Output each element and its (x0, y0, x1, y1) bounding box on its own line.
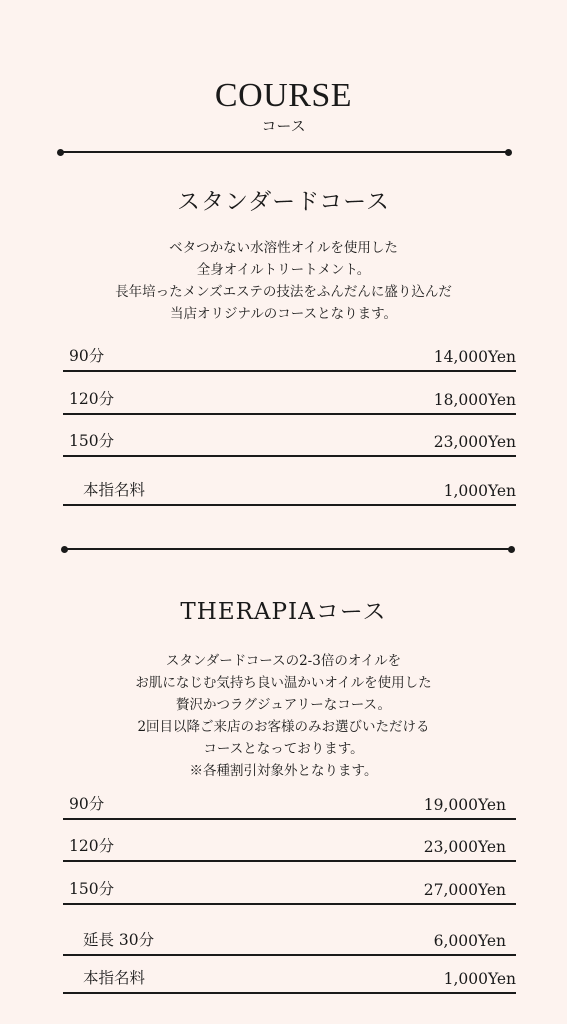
extension-label: 延長 30分 (83, 931, 155, 949)
nomination-price: 1,000Yen (443, 970, 516, 988)
therapia-desc-line: 贅沢かつラグジュアリーなコース。 (176, 697, 391, 713)
therapia-course-description (0, 650, 567, 782)
standard-nomination-row (63, 476, 516, 506)
standard-price-row-150 (63, 427, 516, 457)
price-duration: 150分 (69, 880, 115, 898)
divider-dot-left (57, 149, 64, 156)
header-divider (60, 151, 509, 153)
price-value: 27,000Yen (423, 881, 506, 899)
standard-course-description (0, 237, 567, 325)
page-title: COURSE (214, 77, 353, 114)
therapia-desc-line: スタンダードコースの2-3倍のオイルを (165, 653, 402, 669)
nomination-label: 本指名料 (83, 481, 146, 499)
therapia-price-row-120 (63, 832, 516, 862)
page-subtitle: コース (261, 117, 306, 135)
price-value: 23,000Yen (423, 838, 506, 856)
price-duration: 120分 (69, 837, 115, 855)
therapia-desc-line: ※各種割引対象外となります。 (189, 763, 378, 779)
standard-desc-line: 全身オイルトリートメント。 (196, 262, 371, 278)
price-duration: 90分 (69, 347, 105, 365)
therapia-nomination-row (63, 964, 516, 994)
price-duration: 150分 (69, 432, 115, 450)
price-value: 14,000Yen (433, 348, 516, 366)
standard-desc-line: ベタつかない水溶性オイルを使用した (169, 240, 398, 256)
standard-desc-line: 当店オリジナルのコースとなります。 (169, 306, 398, 322)
therapia-price-row-90 (63, 790, 516, 820)
price-value: 19,000Yen (423, 796, 506, 814)
standard-price-row-90 (63, 342, 516, 372)
price-duration: 90分 (69, 795, 105, 813)
therapia-desc-line: お肌になじむ気持ち良い温かいオイルを使用した (135, 675, 432, 691)
therapia-extension-row (63, 926, 516, 956)
standard-desc-line: 長年培ったメンズエステの技法をふんだんに盛り込んだ (115, 284, 452, 300)
standard-price-row-120 (63, 385, 516, 415)
therapia-desc-line: 2回目以降ご来店のお客様のみお選びいただける (137, 719, 430, 735)
nomination-label: 本指名料 (83, 969, 146, 987)
divider-dot-right (505, 149, 512, 156)
price-value: 23,000Yen (433, 433, 516, 451)
price-value: 18,000Yen (433, 391, 516, 409)
therapia-desc-line: コースとなっております。 (203, 741, 364, 757)
therapia-price-row-150 (63, 875, 516, 905)
nomination-price: 1,000Yen (443, 482, 516, 500)
extension-price: 6,000Yen (433, 932, 506, 950)
standard-course-title: スタンダードコース (176, 189, 390, 215)
section-divider (64, 548, 512, 550)
price-duration: 120分 (69, 390, 115, 408)
divider-dot-left (61, 546, 68, 553)
divider-dot-right (508, 546, 515, 553)
therapia-course-title: THERAPIAコース (180, 599, 387, 625)
